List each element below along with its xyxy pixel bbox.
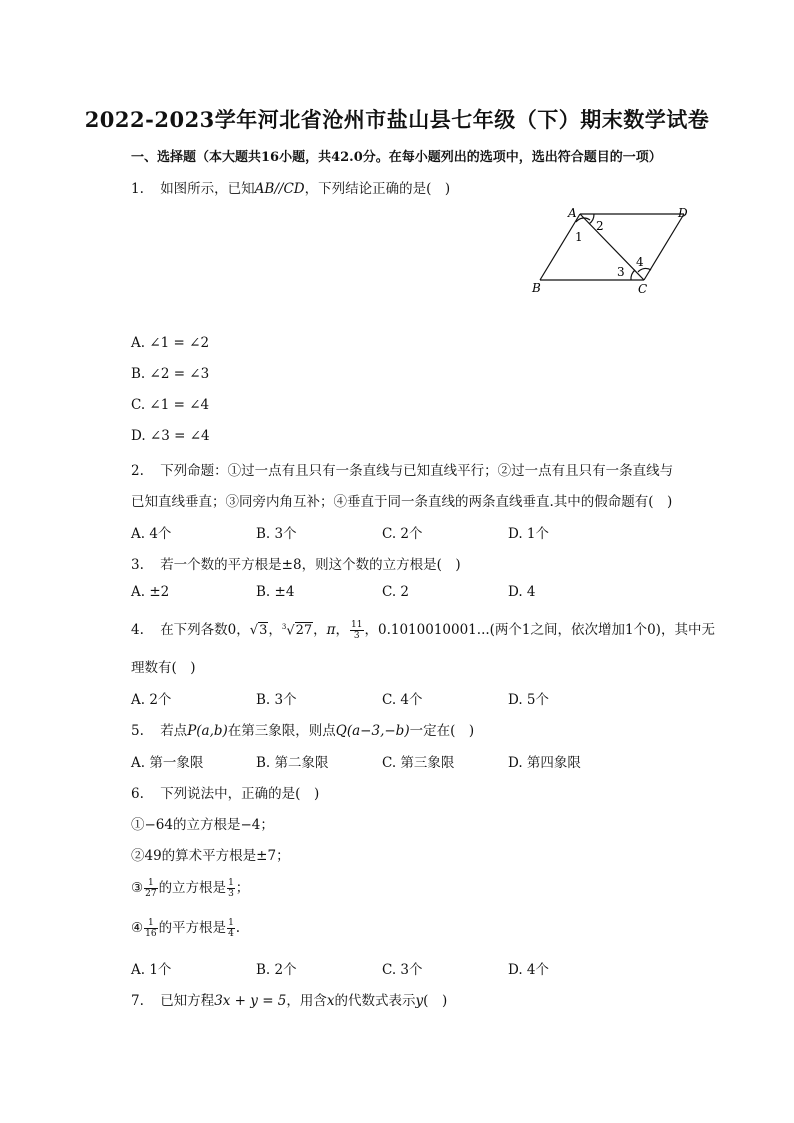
segment-ab <box>540 214 580 280</box>
question-stem-text: 在第三象限，则点 <box>227 723 336 739</box>
math-expression: P(a,b) <box>187 723 228 739</box>
angle-arc-2 <box>589 214 594 224</box>
option-c[interactable]: C. ∠1 = ∠4 <box>131 397 210 413</box>
fraction: $\frac{1}{27}$ <box>145 878 157 899</box>
pi-symbol: π <box>326 622 336 638</box>
question-stem-text: ，0.1010010001...(两个1之间，依次增加1个0)，其中无 <box>364 622 715 638</box>
question-4: 4. 在下列各数0，√3，$^3$√27，π， $\frac{11}{3}$ ，0.1010010001...(两个1之间，依次增加1个0)，其中无 <box>131 620 715 641</box>
option-b[interactable]: B. ∠2 = ∠3 <box>131 366 210 382</box>
option-a[interactable]: A. 1个 <box>131 962 172 978</box>
question-stem-text: 若点 <box>160 723 188 739</box>
option-d[interactable]: D. 第四象限 <box>508 755 581 771</box>
question-3 <box>131 553 461 573</box>
math-expression: AB//CD <box>254 181 305 197</box>
option-d[interactable]: D. 5个 <box>508 692 550 708</box>
option-b[interactable]: B. 3个 <box>256 692 297 708</box>
option-d[interactable]: D. 1个 <box>508 526 550 542</box>
option-b[interactable]: B. ±4 <box>256 584 295 600</box>
question-stem-text: 下列说法中，正确的是( ) <box>160 786 320 802</box>
statement-4: ④ $\frac{1}{16}$ 的平方根是 $\frac{1}{4}$ . <box>131 918 241 939</box>
fraction: $\frac{11}{3}$ <box>351 620 363 641</box>
option-a[interactable]: A. ±2 <box>131 584 170 600</box>
point-label-b: B <box>532 281 541 295</box>
statement-1: ①−64的立方根是−4； <box>131 817 274 833</box>
question-2 <box>131 459 673 479</box>
question-stem-text: ，下列结论正确的是( ) <box>304 181 451 197</box>
question-stem-text: 在下列各数0， <box>160 622 250 638</box>
question-stem-text: ( ) <box>423 993 448 1009</box>
option-c[interactable]: C. 3个 <box>382 962 423 978</box>
page-title: 2022-2023学年河北省沧州市盐山县七年级（下）期末数学试卷 <box>84 107 710 132</box>
option-a[interactable]: A. 4个 <box>131 526 172 542</box>
statement-3: ③ $\frac{1}{27}$ 的立方根是 $\frac{1}{3}$ ； <box>131 878 250 899</box>
angle-label-4: 4 <box>636 255 644 269</box>
question-stem-text: 已知直线垂直；③同旁内角互补；④垂直于同一条直线的两条直线垂直.其中的假命题有( ) <box>131 494 673 510</box>
question-1 <box>131 177 450 197</box>
fraction: $\frac{1}{4}$ <box>228 918 234 939</box>
question-number: 1. <box>131 181 144 197</box>
math-variable: y <box>415 993 424 1009</box>
option-a[interactable]: A. 第一象限 <box>131 755 204 771</box>
question-stem-text: 如图所示，已知 <box>160 181 255 197</box>
question-stem-text: 理数有( ) <box>131 660 196 676</box>
point-label-c: C <box>638 282 648 296</box>
math-variable: x <box>326 993 335 1009</box>
point-label-d: D <box>678 206 688 220</box>
question-6 <box>131 782 319 802</box>
question-stem-text: 下列命题：①过一点有且只有一条直线与已知直线平行；②过一点有且只有一条直线与 <box>160 463 674 479</box>
question-5 <box>131 719 474 739</box>
angle-arc-3 <box>631 270 635 280</box>
option-a[interactable]: A. ∠1 = ∠2 <box>131 335 210 351</box>
fraction: $\frac{1}{3}$ <box>228 878 234 899</box>
point-label-a: A <box>568 206 577 220</box>
option-c[interactable]: C. 2 <box>382 584 410 600</box>
question-7 <box>131 989 447 1009</box>
option-d[interactable]: D. 4 <box>508 584 536 600</box>
option-b[interactable]: B. 3个 <box>256 526 297 542</box>
angle-label-1: 1 <box>575 230 583 244</box>
cube-root: $^3$√27 <box>281 622 313 638</box>
option-c[interactable]: C. 第三象限 <box>382 755 455 771</box>
question-number: 7. <box>131 993 144 1009</box>
question-number: 5. <box>131 723 144 739</box>
statement-2: ②49的算术平方根是±7； <box>131 848 290 864</box>
question-stem-text: 已知方程 <box>160 993 215 1009</box>
section-heading: 一、选择题（本大题共16小题，共42.0分。在每小题列出的选项中，选出符合题目的一项） <box>131 150 662 165</box>
question-stem-text: ，用含 <box>286 993 327 1009</box>
fraction: $\frac{1}{16}$ <box>145 918 157 939</box>
angle-label-3: 3 <box>617 265 625 279</box>
option-a[interactable]: A. 2个 <box>131 692 172 708</box>
option-c[interactable]: C. 2个 <box>382 526 423 542</box>
question-stem-text: 一定在( ) <box>409 723 475 739</box>
question-number: 4. <box>131 622 144 638</box>
option-c[interactable]: C. 4个 <box>382 692 423 708</box>
question-number: 2. <box>131 463 144 479</box>
square-root: √3 <box>249 623 268 638</box>
question-stem-text: 的代数式表示 <box>334 993 416 1009</box>
math-expression: Q(a−3,−b) <box>335 723 410 739</box>
option-b[interactable]: B. 第二象限 <box>256 755 329 771</box>
angle-label-2: 2 <box>596 219 604 233</box>
option-d[interactable]: D. 4个 <box>508 962 550 978</box>
math-expression: 3x + y = 5 <box>214 993 287 1009</box>
parallelogram-figure <box>528 204 700 296</box>
option-d[interactable]: D. ∠3 = ∠4 <box>131 428 210 444</box>
question-stem-text: 若一个数的平方根是±8，则这个数的立方根是( ) <box>160 557 461 573</box>
question-number: 3. <box>131 557 144 573</box>
option-b[interactable]: B. 2个 <box>256 962 297 978</box>
question-number: 6. <box>131 786 144 802</box>
